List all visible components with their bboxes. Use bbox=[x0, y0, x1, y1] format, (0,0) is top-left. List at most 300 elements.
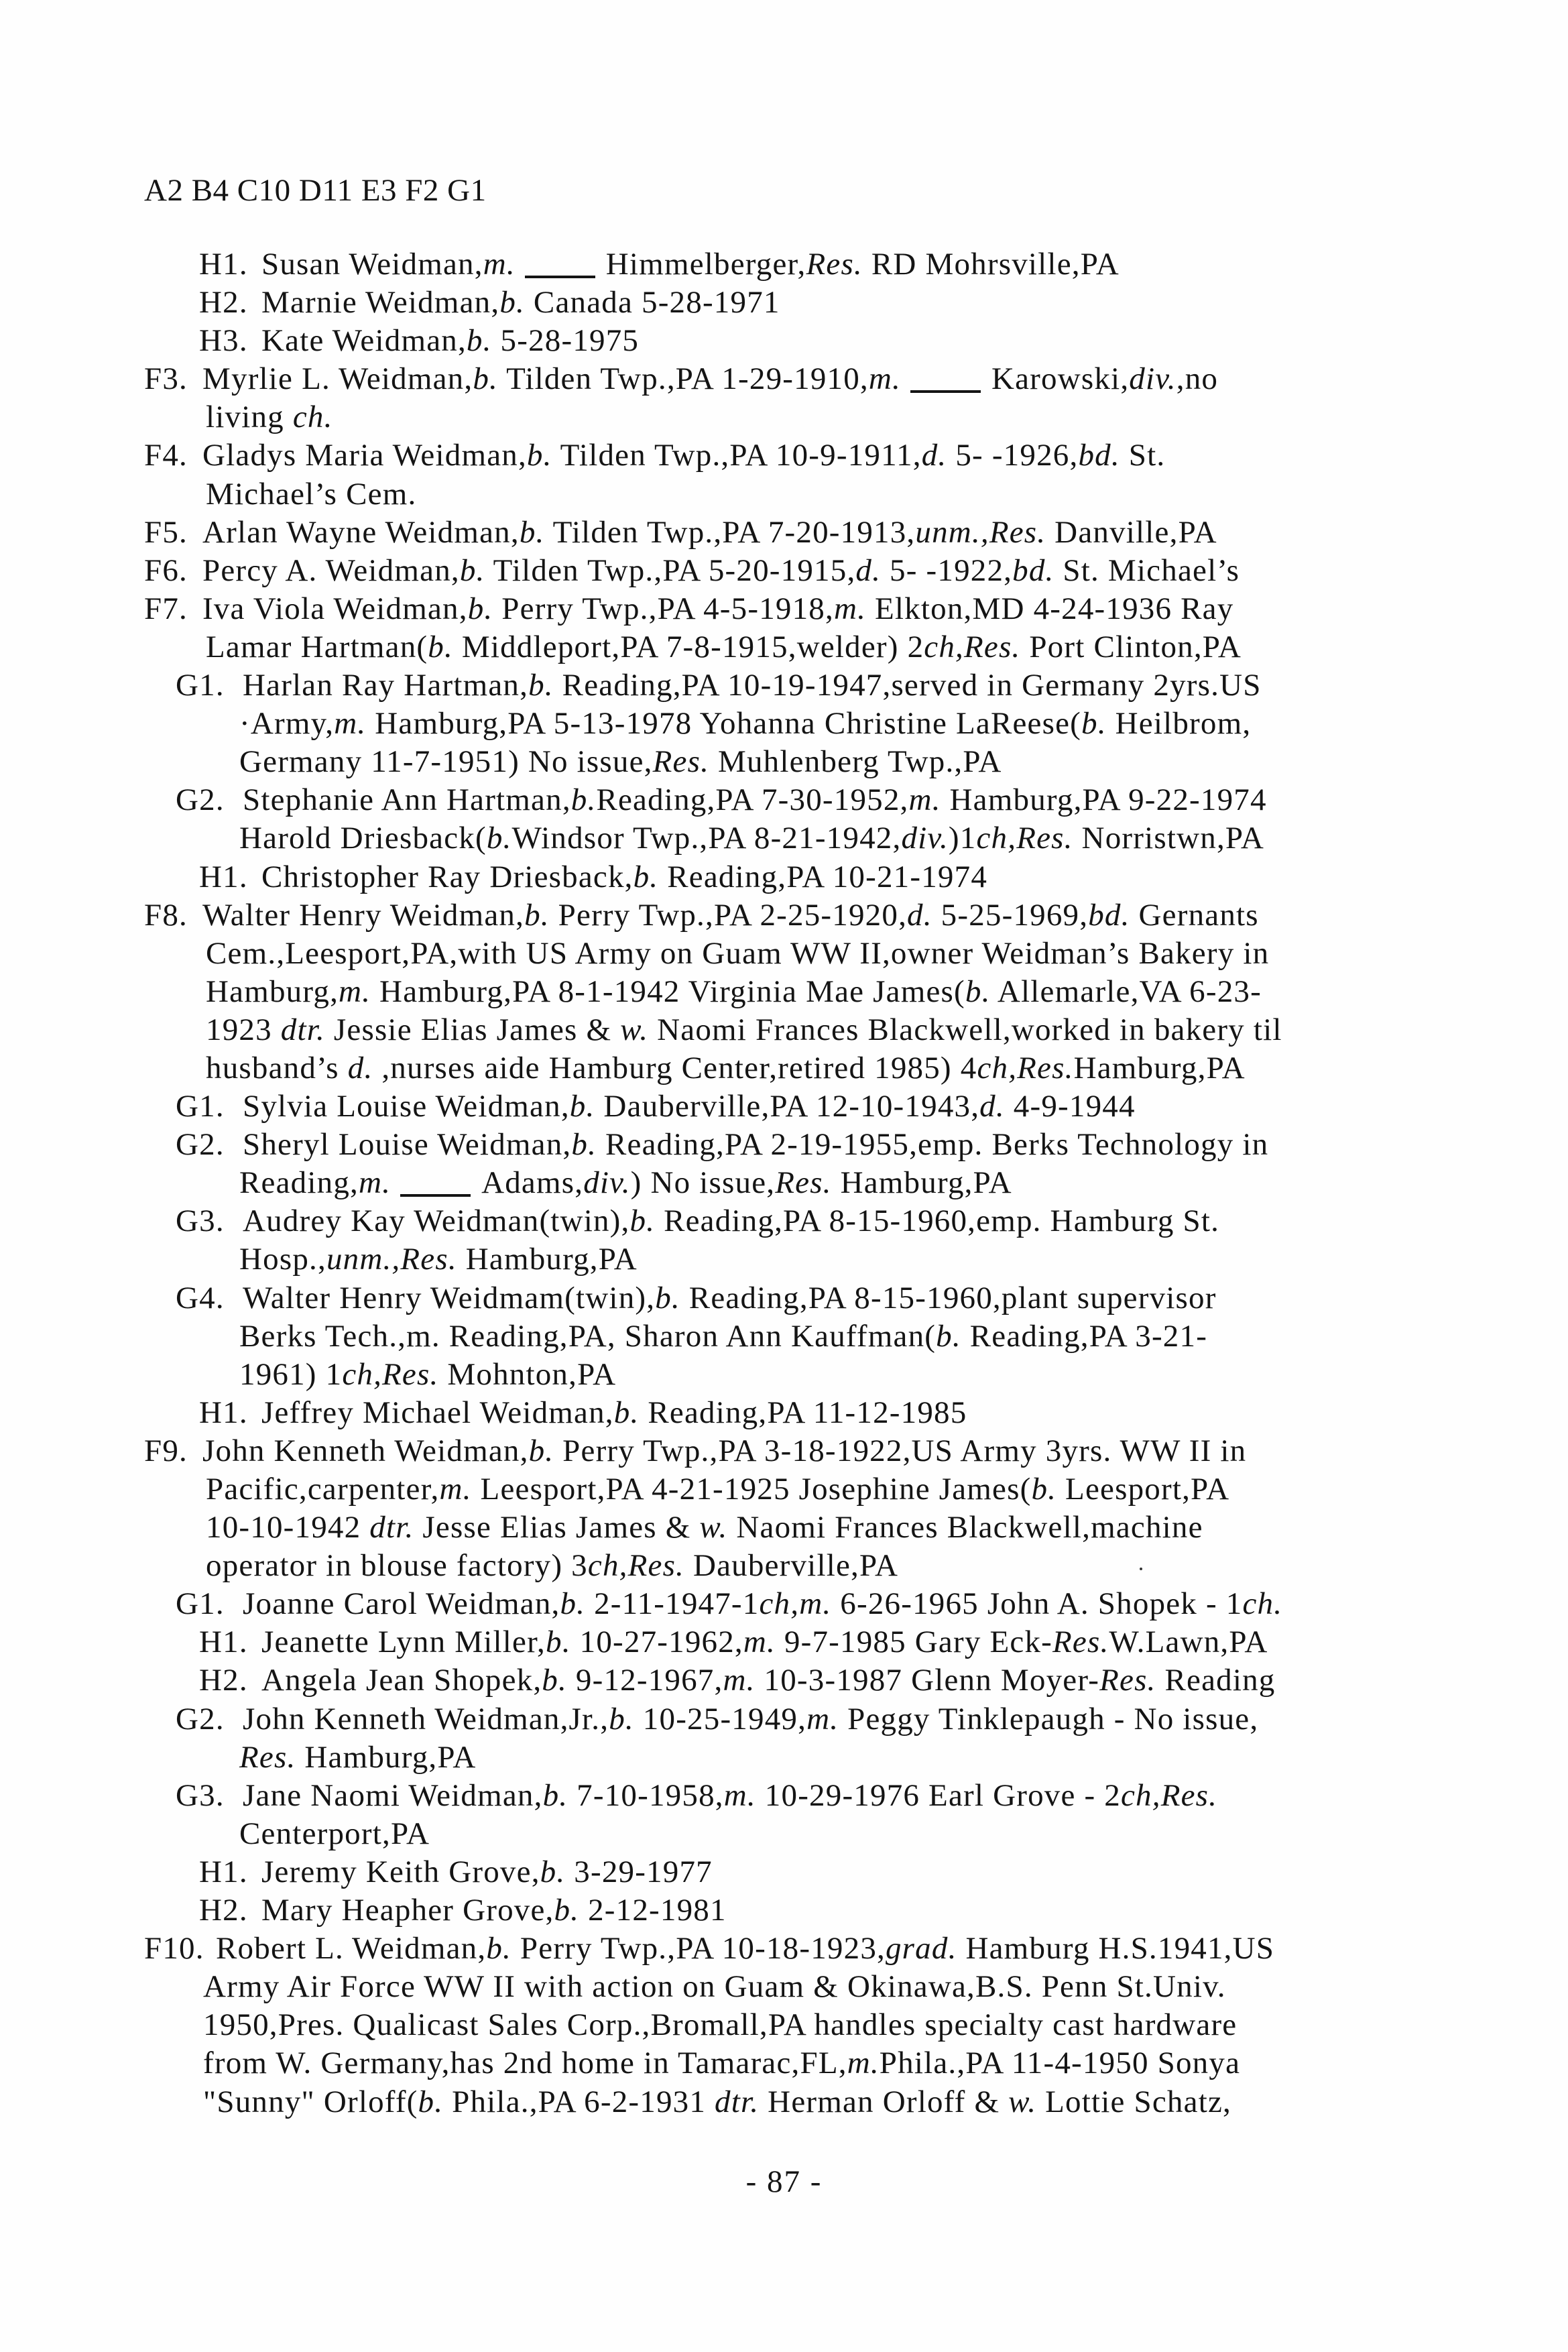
text-run: Jesse Elias James & bbox=[414, 1510, 700, 1545]
text-run: Gernants bbox=[1130, 897, 1259, 933]
text-run: Naomi Frances Blackwell,worked in bakery til bbox=[648, 1012, 1282, 1047]
text-run: Angela Jean Shopek, bbox=[261, 1663, 542, 1698]
text-run: Phila.,PA 6-2-1931 bbox=[443, 2084, 715, 2119]
text-run: Tilden Twp.,PA 5-20-1915, bbox=[485, 552, 856, 588]
entry-label: F7. bbox=[144, 591, 188, 626]
text-run: Perry Twp.,PA 2-25-1920, bbox=[549, 897, 908, 933]
abbreviation-italic: w. bbox=[620, 1012, 649, 1047]
entry-continuation-line bbox=[0, 2083, 1568, 2121]
text-run: Tilden Twp.,PA 1-29-1910, bbox=[497, 361, 869, 397]
abbreviation-italic: b. bbox=[965, 974, 991, 1009]
abbreviation-italic: Res. bbox=[652, 744, 710, 780]
entry-label: G3. bbox=[176, 1777, 225, 1813]
text-run: 10-3-1987 Glenn Moyer- bbox=[755, 1663, 1100, 1698]
text-run: Heilbrom, bbox=[1106, 706, 1252, 742]
entry-text bbox=[243, 1202, 1219, 1240]
entry-line bbox=[0, 1891, 1568, 1930]
text-run: Middleport,PA 7-8-1915,welder) 2 bbox=[453, 629, 924, 664]
entry-label: H2. bbox=[199, 285, 248, 320]
abbreviation-italic: b. bbox=[1081, 706, 1107, 742]
entry-text bbox=[239, 1240, 638, 1279]
entry-text bbox=[243, 1126, 1268, 1164]
text-run: Perry Twp.,PA 4-5-1918, bbox=[493, 591, 834, 626]
text-run: Harold Driesback( bbox=[239, 821, 487, 856]
abbreviation-italic: div. bbox=[1129, 361, 1177, 397]
entry-label: H1. bbox=[199, 247, 248, 282]
abbreviation-italic: Res. bbox=[775, 1165, 832, 1201]
text-run: RD Mohrsville,PA bbox=[862, 247, 1120, 282]
entry-text bbox=[239, 1164, 1012, 1202]
abbreviation-italic: dtr. bbox=[280, 1012, 325, 1047]
entry-line bbox=[0, 896, 1568, 935]
abbreviation-italic: ch,Res. bbox=[342, 1356, 439, 1392]
entry-continuation-line bbox=[0, 1968, 1568, 2006]
text-run: "Sunny" Orloff( bbox=[203, 2084, 418, 2119]
abbreviation-italic: d. bbox=[921, 438, 947, 473]
abbreviation-italic: b. bbox=[467, 591, 493, 626]
abbreviation-italic: b. bbox=[418, 2084, 444, 2119]
entry-line bbox=[0, 781, 1568, 819]
text-run: Reading,PA 7-30-1952, bbox=[596, 782, 909, 818]
text-run: Perry Twp.,PA 10-18-1923, bbox=[511, 1931, 886, 1966]
abbreviation-italic: m. bbox=[358, 1165, 391, 1201]
entry-text bbox=[243, 1087, 1136, 1126]
lineage-header: A2 B4 C10 D11 E3 F2 G1 bbox=[144, 173, 487, 208]
abbreviation-italic: div. bbox=[901, 821, 949, 856]
entry-continuation-line bbox=[0, 1509, 1568, 1547]
text-run: operator in blouse factory) 3 bbox=[206, 1548, 588, 1584]
text-run: 1961) 1 bbox=[239, 1356, 343, 1392]
abbreviation-italic: b. bbox=[655, 1280, 680, 1315]
text-run: 5- -1922, bbox=[881, 552, 1013, 588]
abbreviation-italic: ch,Res. bbox=[924, 629, 1021, 664]
text-run: Christopher Ray Driesback, bbox=[261, 859, 634, 894]
entry-line bbox=[0, 322, 1568, 360]
text-run: Reading bbox=[1156, 1663, 1276, 1698]
text-run: 6-26-1965 John A. Shopek - 1 bbox=[831, 1586, 1243, 1622]
text-run: Tilden Twp.,PA 10-9-1911, bbox=[552, 438, 922, 473]
text-run: Berks Tech.,m. Reading,PA, Sharon Ann Kauffman( bbox=[239, 1318, 937, 1354]
abbreviation-italic: d. bbox=[979, 1089, 1005, 1124]
text-run: Reading,PA 10-19-1947,served in Germany 2yrs.US bbox=[553, 668, 1262, 703]
entry-line bbox=[0, 1623, 1568, 1661]
text-run: 5-28-1975 bbox=[491, 323, 640, 359]
entry-line bbox=[0, 1853, 1568, 1891]
abbreviation-italic: m. bbox=[868, 361, 901, 397]
entry-label: F3. bbox=[144, 361, 188, 397]
abbreviation-italic: b. bbox=[560, 1586, 586, 1622]
abbreviation-italic: b. bbox=[546, 1625, 571, 1660]
abbreviation-italic: b. bbox=[519, 514, 545, 550]
text-run: Walter Henry Weidmam(twin), bbox=[243, 1280, 656, 1315]
entry-text bbox=[243, 781, 1267, 819]
text-run: Tilden Twp.,PA 7-20-1913, bbox=[544, 514, 916, 550]
entry-label: F6. bbox=[144, 552, 188, 588]
text-run: Reading,PA 8-15-1960,plant supervisor bbox=[680, 1280, 1217, 1315]
text-run: ) No issue, bbox=[630, 1165, 776, 1201]
entry-continuation-line bbox=[0, 705, 1568, 743]
abbreviation-italic: b. bbox=[528, 1433, 554, 1468]
abbreviation-italic: m. bbox=[908, 782, 941, 818]
entry-line bbox=[0, 1585, 1568, 1623]
entry-line bbox=[0, 590, 1568, 628]
abbreviation-italic: w. bbox=[1008, 2084, 1037, 2119]
text-run: 4-9-1944 bbox=[1004, 1089, 1136, 1124]
entry-continuation-line bbox=[0, 1815, 1568, 1853]
text-run: Hamburg,PA 8-1-1942 Virginia Mae James( bbox=[371, 974, 965, 1009]
entry-continuation-line bbox=[0, 1547, 1568, 1585]
text-run: Muhlenberg Twp.,PA bbox=[709, 744, 1002, 780]
abbreviation-italic: m. bbox=[339, 974, 371, 1009]
text-run: 10-25-1949, bbox=[634, 1701, 807, 1737]
abbreviation-italic: m. bbox=[483, 247, 516, 282]
text-run: husband’s bbox=[206, 1050, 348, 1085]
entry-text bbox=[261, 1853, 713, 1891]
entry-line bbox=[0, 858, 1568, 896]
text-run: Reading, bbox=[239, 1165, 359, 1201]
entry-text bbox=[261, 1891, 727, 1930]
entry-continuation-line bbox=[0, 973, 1568, 1011]
abbreviation-italic: ch,Res. bbox=[1120, 1777, 1218, 1813]
entry-label: G1. bbox=[176, 1089, 225, 1124]
text-run: Karowski, bbox=[991, 361, 1130, 397]
entry-text bbox=[243, 1700, 1258, 1739]
abbreviation-italic: m. bbox=[806, 1701, 839, 1737]
entry-continuation-line bbox=[0, 1011, 1568, 1049]
blank-underline bbox=[400, 1194, 471, 1197]
abbreviation-italic: b. bbox=[459, 552, 485, 588]
abbreviation-italic: Res. bbox=[1052, 1625, 1109, 1660]
abbreviation-italic: b. bbox=[554, 1893, 580, 1928]
entry-text bbox=[202, 1432, 1246, 1470]
text-run: Jeremy Keith Grove, bbox=[261, 1854, 540, 1889]
text-run: 5- -1926, bbox=[947, 438, 1079, 473]
entry-label: G3. bbox=[176, 1203, 225, 1239]
entry-text bbox=[206, 1547, 898, 1585]
text-run: Lottie Schatz, bbox=[1036, 2084, 1231, 2119]
text-run: Dauberville,PA 12-10-1943, bbox=[595, 1089, 980, 1124]
text-run: Leesport,PA bbox=[1057, 1472, 1230, 1507]
text-run: Herman Orloff & bbox=[759, 2084, 1009, 2119]
blank-underline bbox=[525, 276, 595, 278]
text-run: Dauberville,PA bbox=[684, 1548, 899, 1584]
entry-continuation-line bbox=[0, 2006, 1568, 2044]
entry-text bbox=[239, 705, 1251, 743]
entry-label: G4. bbox=[176, 1280, 225, 1315]
entry-label: F9. bbox=[144, 1433, 188, 1468]
text-run: Iva Viola Weidman, bbox=[202, 591, 468, 626]
text-run: from W. Germany,has 2nd home in Tamarac,FL, bbox=[203, 2046, 847, 2081]
entry-text bbox=[261, 1661, 1276, 1700]
text-run: 10-29-1976 Earl Grove - 2 bbox=[756, 1777, 1121, 1813]
text-run: Marnie Weidman, bbox=[261, 285, 500, 320]
blank-underline bbox=[910, 390, 981, 393]
text-run: Hamburg,PA bbox=[457, 1242, 638, 1277]
entry-text bbox=[243, 1777, 1217, 1815]
entry-continuation-line bbox=[0, 628, 1568, 666]
entry-line bbox=[0, 666, 1568, 705]
text-run: John Kenneth Weidman,Jr., bbox=[243, 1701, 609, 1737]
entry-label: G2. bbox=[176, 1701, 225, 1737]
entry-text bbox=[261, 1394, 967, 1432]
text-run: Leesport,PA 4-21-1925 Josephine James( bbox=[471, 1472, 1032, 1507]
entry-continuation-line bbox=[0, 1240, 1568, 1279]
text-run: Hamburg,PA bbox=[831, 1165, 1012, 1201]
text-run: ,no bbox=[1176, 361, 1219, 397]
entry-text bbox=[206, 973, 1262, 1011]
text-run: Percy A. Weidman, bbox=[202, 552, 460, 588]
entry-continuation-line bbox=[0, 819, 1568, 858]
text-run: Germany 11-7-1951) No issue, bbox=[239, 744, 653, 780]
abbreviation-italic: Res. bbox=[806, 247, 863, 282]
text-run: Canada 5-28-1971 bbox=[524, 285, 780, 320]
text-run: Audrey Kay Weidman(twin), bbox=[243, 1203, 630, 1239]
text-run: Myrlie L. Weidman, bbox=[202, 361, 473, 397]
entry-line bbox=[0, 360, 1568, 398]
entry-label: F10. bbox=[144, 1931, 204, 1966]
abbreviation-italic: ch,m. bbox=[759, 1586, 832, 1622]
text-run: St. Michael’s bbox=[1054, 552, 1240, 588]
entry-label: G1. bbox=[176, 1586, 225, 1622]
abbreviation-italic: m. bbox=[723, 1777, 756, 1813]
abbreviation-italic: b. bbox=[542, 1777, 568, 1813]
entry-label: H1. bbox=[199, 1625, 248, 1660]
abbreviation-italic: dtr. bbox=[369, 1510, 414, 1545]
abbreviation-italic: b. bbox=[633, 859, 659, 894]
entry-continuation-line bbox=[0, 1049, 1568, 1087]
text-run: 2-11-1947-1 bbox=[585, 1586, 760, 1622]
text-run: living bbox=[206, 400, 293, 435]
text-run: Reading,PA 8-15-1960,emp. Hamburg St. bbox=[655, 1203, 1220, 1239]
entry-line bbox=[0, 1930, 1568, 1968]
entry-line bbox=[0, 1394, 1568, 1432]
entry-text bbox=[216, 1930, 1274, 1968]
abbreviation-italic: m. bbox=[334, 706, 367, 742]
text-run: Reading,PA 11-12-1985 bbox=[639, 1395, 967, 1430]
text-run: 7-10-1958, bbox=[568, 1777, 724, 1813]
abbreviation-italic: Res. bbox=[239, 1739, 296, 1775]
abbreviation-italic: b. bbox=[629, 1203, 656, 1239]
abbreviation-italic: m. bbox=[743, 1625, 776, 1660]
text-run: ·Army, bbox=[239, 706, 335, 742]
entry-text bbox=[243, 1279, 1217, 1317]
text-run: 2-12-1981 bbox=[579, 1893, 727, 1928]
entry-text bbox=[206, 935, 1269, 973]
text-run: Pacific,carpenter, bbox=[206, 1472, 440, 1507]
abbreviation-italic: b. bbox=[570, 782, 597, 818]
entry-text bbox=[202, 590, 1233, 628]
abbreviation-italic: b. bbox=[569, 1089, 595, 1124]
text-run: Arlan Wayne Weidman, bbox=[202, 514, 520, 550]
text-run: Phila.,PA 11-4-1950 Sonya bbox=[879, 2046, 1241, 2081]
text-run: 1923 bbox=[206, 1012, 281, 1047]
text-run: Sheryl Louise Weidman, bbox=[243, 1127, 572, 1163]
text-run: Danville,PA bbox=[1046, 514, 1217, 550]
entry-text bbox=[206, 1049, 1246, 1087]
entry-label: G1. bbox=[176, 668, 225, 703]
text-run: Hosp., bbox=[239, 1242, 326, 1277]
text-run: Cem.,Leesport,PA,with US Army on Guam WW II,owner Weidman’s Bakery in bbox=[206, 935, 1270, 971]
abbreviation-italic: unm.,Res. bbox=[326, 1242, 457, 1277]
entry-line bbox=[0, 1777, 1568, 1815]
text-run: Walter Henry Weidman, bbox=[202, 897, 525, 933]
abbreviation-italic: dtr. bbox=[715, 2084, 760, 2119]
genealogy-entries bbox=[0, 245, 1568, 2121]
abbreviation-italic: ch,Res. bbox=[977, 1050, 1074, 1085]
abbreviation-italic: b. bbox=[486, 821, 512, 856]
entry-continuation-line bbox=[0, 1739, 1568, 1777]
text-run: Centerport,PA bbox=[239, 1816, 430, 1851]
entry-text bbox=[206, 1011, 1282, 1049]
text-run: Norristwn,PA bbox=[1073, 821, 1265, 856]
text-run: Jessie Elias James & bbox=[324, 1012, 621, 1047]
text-run: 9-12-1967, bbox=[566, 1663, 723, 1698]
text-run: Windsor Twp.,PA 8-21-1942, bbox=[511, 821, 902, 856]
entry-text bbox=[239, 1815, 430, 1853]
entry-text bbox=[239, 1317, 1207, 1356]
text-run: Stephanie Ann Hartman, bbox=[243, 782, 571, 818]
text-run: Hamburg H.S.1941,US bbox=[957, 1931, 1275, 1966]
entry-text bbox=[261, 322, 639, 360]
abbreviation-italic: d. bbox=[907, 897, 932, 933]
abbreviation-italic: ch. bbox=[292, 400, 333, 435]
entry-text bbox=[261, 1623, 1268, 1661]
text-run: 1950,Pres. Qualicast Sales Corp.,Bromall,PA handles specialty cast hardware bbox=[203, 2007, 1238, 2043]
text-run: Mary Heapher Grove, bbox=[261, 1893, 554, 1928]
entry-text bbox=[206, 1470, 1229, 1509]
entry-line bbox=[0, 1661, 1568, 1700]
text-run: 9-7-1985 Gary Eck- bbox=[775, 1625, 1052, 1660]
abbreviation-italic: m. bbox=[847, 2046, 880, 2081]
text-run: 10-27-1962, bbox=[570, 1625, 743, 1660]
entry-label: H3. bbox=[199, 323, 248, 359]
abbreviation-italic: b. bbox=[486, 1931, 511, 1966]
text-run: Robert L. Weidman, bbox=[216, 1931, 487, 1966]
entry-text bbox=[261, 858, 987, 896]
abbreviation-italic: b. bbox=[540, 1854, 566, 1889]
text-run: Mohnton,PA bbox=[438, 1356, 617, 1392]
entry-text bbox=[261, 284, 780, 322]
abbreviation-italic: b. bbox=[499, 285, 525, 320]
entry-text bbox=[243, 1585, 1282, 1623]
entry-text bbox=[239, 1356, 616, 1394]
abbreviation-italic: ch,Res. bbox=[587, 1548, 685, 1584]
entry-line bbox=[0, 514, 1568, 552]
abbreviation-italic: m. bbox=[833, 591, 867, 626]
entry-continuation-line bbox=[0, 398, 1568, 436]
entry-line bbox=[0, 284, 1568, 322]
entry-text bbox=[206, 628, 1242, 666]
entry-line bbox=[0, 1432, 1568, 1470]
entry-label: G2. bbox=[176, 1127, 225, 1163]
abbreviation-italic: b. bbox=[466, 323, 492, 359]
entry-continuation-line bbox=[0, 475, 1568, 514]
text-run: Hamburg, bbox=[206, 974, 339, 1009]
entry-label: H1. bbox=[199, 859, 248, 894]
abbreviation-italic: b. bbox=[526, 438, 552, 473]
text-run: Peggy Tinklepaugh - No issue, bbox=[839, 1701, 1259, 1737]
entry-line bbox=[0, 1126, 1568, 1164]
text-run: Harlan Ray Hartman, bbox=[243, 668, 529, 703]
abbreviation-italic: b. bbox=[542, 1663, 567, 1698]
abbreviation-italic: bd. bbox=[1012, 552, 1054, 588]
entry-label: H2. bbox=[199, 1663, 248, 1698]
entry-continuation-line bbox=[0, 1470, 1568, 1509]
entry-text bbox=[203, 2006, 1237, 2044]
text-run: Kate Weidman, bbox=[261, 323, 467, 359]
abbreviation-italic: b. bbox=[936, 1318, 961, 1354]
abbreviation-italic: b. bbox=[571, 1127, 597, 1163]
text-run: Elkton,MD 4-24-1936 Ray bbox=[866, 591, 1234, 626]
text-run: Hamburg,PA 9-22-1974 bbox=[941, 782, 1267, 818]
abbreviation-italic: d. bbox=[347, 1050, 373, 1085]
entry-continuation-line bbox=[0, 935, 1568, 973]
entry-continuation-line bbox=[0, 743, 1568, 781]
text-run: Susan Weidman, bbox=[261, 247, 483, 282]
entry-label: H2. bbox=[199, 1893, 248, 1928]
text-run: Himmelberger, bbox=[605, 247, 806, 282]
scan-speck bbox=[1140, 1568, 1142, 1570]
abbreviation-italic: b. bbox=[609, 1701, 634, 1737]
entry-continuation-line bbox=[0, 1356, 1568, 1394]
abbreviation-italic: grad. bbox=[885, 1931, 957, 1966]
text-run: Hamburg,PA bbox=[1073, 1050, 1246, 1085]
text-run: Perry Twp.,PA 3-18-1922,US Army 3yrs. WW II in bbox=[554, 1433, 1247, 1468]
entry-label: F4. bbox=[144, 438, 188, 473]
text-run: Reading,PA 2-19-1955,emp. Berks Technology in bbox=[597, 1127, 1269, 1163]
entry-line bbox=[0, 245, 1568, 284]
text-run: )1 bbox=[948, 821, 977, 856]
text-run: ,nurses aide Hamburg Center,retired 1985) 4 bbox=[373, 1050, 977, 1085]
entry-text bbox=[239, 1739, 477, 1777]
text-run: Adams, bbox=[481, 1165, 584, 1201]
text-run: Joanne Carol Weidman, bbox=[243, 1586, 560, 1622]
entry-text bbox=[202, 514, 1217, 552]
text-run: 3-29-1977 bbox=[565, 1854, 713, 1889]
entry-continuation-line bbox=[0, 2044, 1568, 2082]
entry-label: H1. bbox=[199, 1854, 248, 1889]
abbreviation-italic: ch. bbox=[1242, 1586, 1283, 1622]
abbreviation-italic: unm.,Res. bbox=[915, 514, 1046, 550]
entry-line bbox=[0, 1279, 1568, 1317]
text-run: Port Clinton,PA bbox=[1020, 629, 1242, 664]
entry-line bbox=[0, 436, 1568, 475]
entry-line bbox=[0, 552, 1568, 590]
abbreviation-italic: bd. bbox=[1078, 438, 1120, 473]
text-run: Reading,PA 10-21-1974 bbox=[658, 859, 988, 894]
entry-line bbox=[0, 1700, 1568, 1739]
abbreviation-italic: b. bbox=[1031, 1472, 1057, 1507]
text-run: Sylvia Louise Weidman, bbox=[243, 1089, 570, 1124]
entry-continuation-line bbox=[0, 1317, 1568, 1356]
entry-label: F5. bbox=[144, 514, 188, 550]
entry-label: F8. bbox=[144, 897, 188, 933]
entry-text bbox=[202, 552, 1240, 590]
text-run: St. bbox=[1120, 438, 1166, 473]
text-run: Jane Naomi Weidman, bbox=[243, 1777, 543, 1813]
abbreviation-italic: m. bbox=[723, 1663, 756, 1698]
abbreviation-italic: b. bbox=[428, 629, 453, 664]
entry-line bbox=[0, 1087, 1568, 1126]
entry-text bbox=[202, 896, 1259, 935]
page-number: - 87 - bbox=[745, 2164, 823, 2199]
text-run: 5-25-1969, bbox=[932, 897, 1089, 933]
abbreviation-italic: b. bbox=[473, 361, 498, 397]
text-run: Reading,PA 3-21- bbox=[961, 1318, 1208, 1354]
entry-continuation-line bbox=[0, 1164, 1568, 1202]
text-run: Michael’s Cem. bbox=[206, 476, 417, 512]
abbreviation-italic: b. bbox=[613, 1395, 640, 1430]
